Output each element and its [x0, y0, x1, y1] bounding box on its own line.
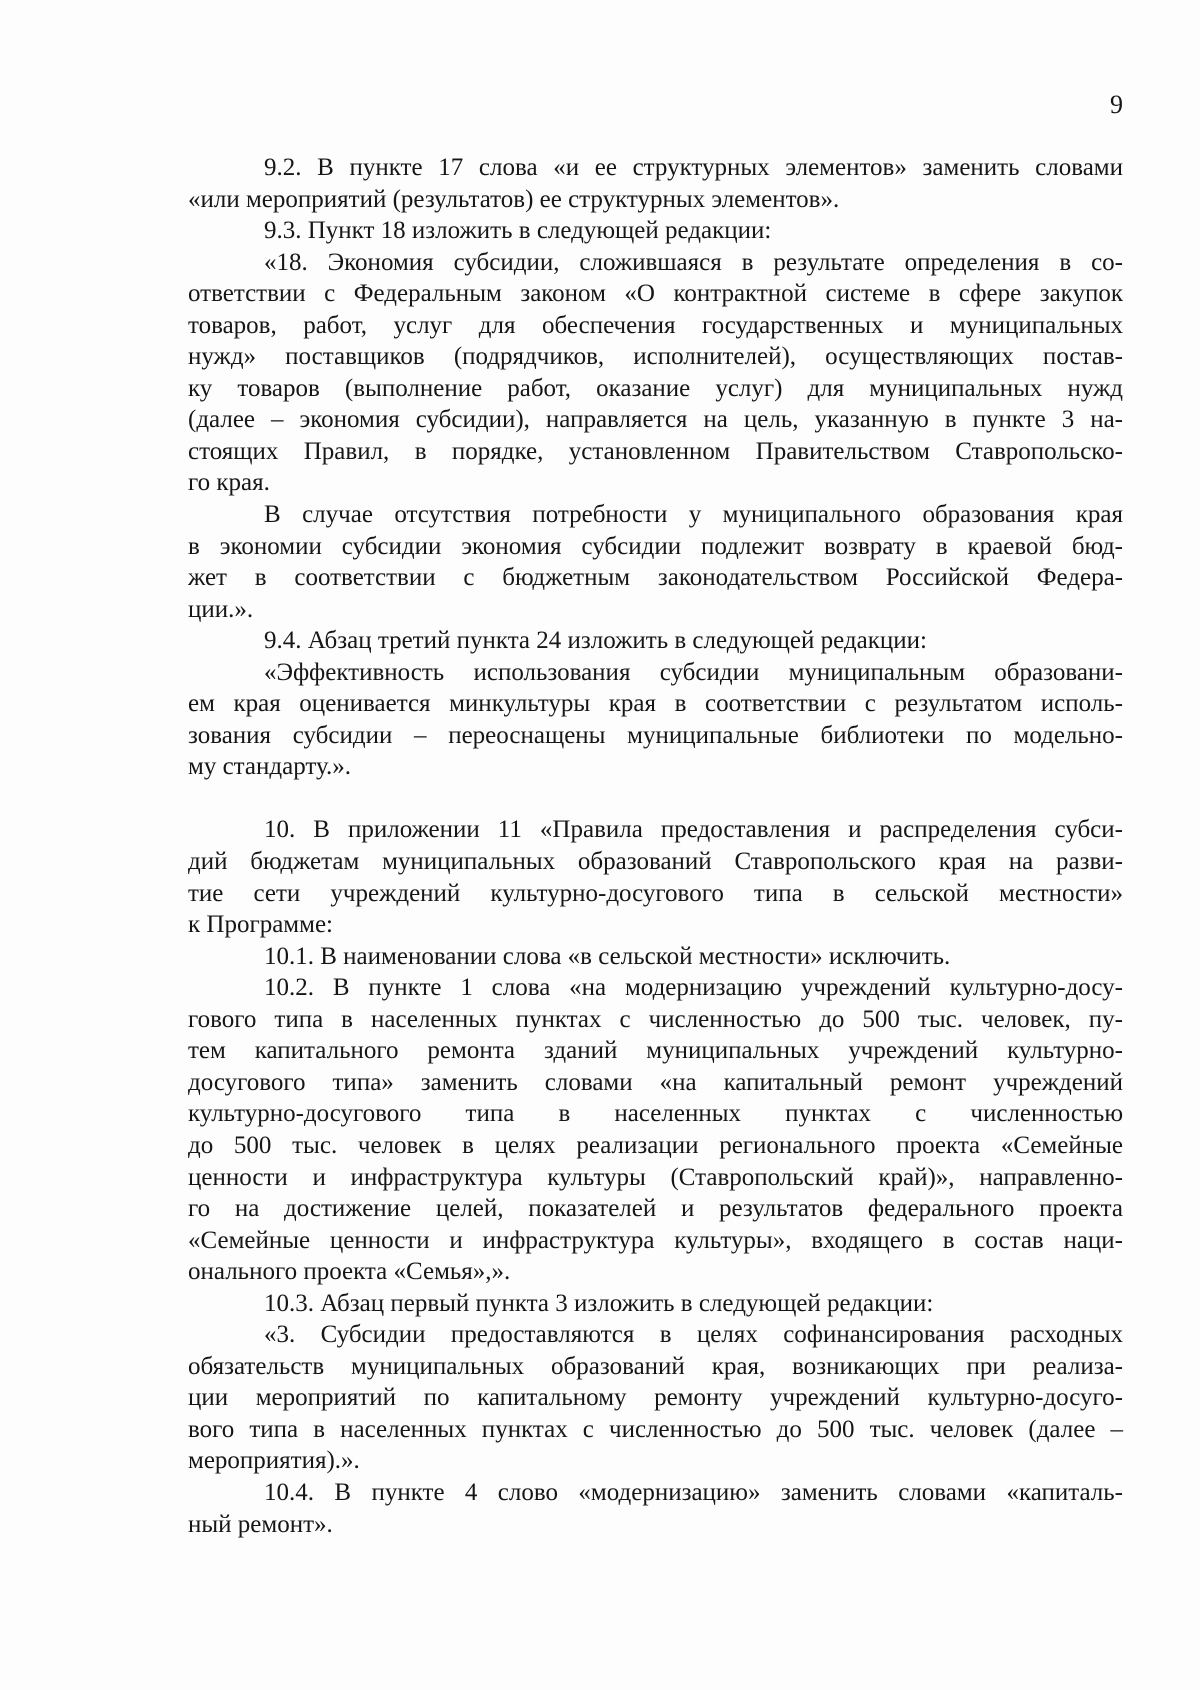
text-line: «3. Субсидии предоставляются в целях софинансирования расходных — [264, 1321, 1123, 1349]
text-line: до 500 тыс. человек в целях реализации регионального проекта «Семейные — [188, 1131, 1123, 1159]
text-line: 9.4. Абзац третий пункта 24 изложить в следующей редакции: — [264, 627, 927, 655]
text-line: (далее – экономия субсидии), направляется на цель, указанную в пункте 3 на- — [188, 406, 1123, 434]
document-body — [188, 152, 1123, 1540]
text-line: ции.». — [188, 595, 254, 623]
text-line: 10.3. Абзац первый пункта 3 изложить в следующей редакции: — [264, 1289, 934, 1317]
text-line: ответствии с Федеральным законом «О контрактной системе в сфере закупок — [188, 280, 1123, 308]
text-line: вого типа в населенных пунктах с численностью до 500 тыс. человек (далее – — [188, 1415, 1123, 1443]
text-line: го края. — [188, 469, 270, 497]
text-line: «18. Экономия субсидии, сложившаяся в результате определения в со- — [264, 248, 1123, 276]
page-number: 9 — [1110, 90, 1123, 119]
text-line: культурно-досугового типа в населенных пунктах с численностью — [188, 1100, 1123, 1128]
text-line: нужд» поставщиков (подрядчиков, исполнителей), осуществляющих постав- — [188, 343, 1123, 371]
text-line: «Семейные ценности и инфраструктура культуры», входящего в состав наци- — [188, 1226, 1123, 1254]
text-line: жет в соответствии с бюджетным законодательством Российской Федера- — [188, 564, 1123, 592]
text-line: 10.4. В пункте 4 слово «модернизацию» заменить словами «капиталь- — [264, 1478, 1123, 1506]
text-line: досугового типа» заменить словами «на капитальный ремонт учреждений — [188, 1068, 1123, 1096]
text-line: 9.2. В пункте 17 слова «и ее структурных элементов» заменить словами — [264, 154, 1123, 181]
text-line: товаров, работ, услуг для обеспечения государственных и муниципальных — [188, 311, 1123, 339]
text-line: гового типа в населенных пунктах с численностью до 500 тыс. человек, пу- — [188, 1005, 1123, 1033]
text-line: зования субсидии – переоснащены муниципальные библиотеки по модельно- — [188, 721, 1123, 749]
text-line: 10.2. В пункте 1 слова «на модернизацию учреждений культурно-досу- — [264, 974, 1123, 1002]
text-line: ный ремонт». — [188, 1510, 333, 1538]
paragraph-spacer — [188, 783, 1123, 815]
text-line: «Эффективность использования субсидии муниципальным образовани- — [264, 658, 1123, 686]
text-line: стоящих Правил, в порядке, установленном Правительством Ставропольско- — [188, 437, 1123, 465]
text-line: к Программе: — [188, 911, 333, 939]
text-line: ку товаров (выполнение работ, оказание услуг) для муниципальных нужд — [188, 374, 1123, 402]
text-line: онального проекта «Семья»,». — [188, 1258, 511, 1286]
text-line: обязательств муниципальных образований края, возникающих при реализа- — [188, 1352, 1123, 1380]
text-line: тем капитального ремонта зданий муниципальных учреждений культурно- — [188, 1037, 1123, 1065]
text-line: «или мероприятий (результатов) ее структурных элементов». — [188, 185, 840, 213]
text-line: ценности и инфраструктура культуры (Ставропольский край)», направленно- — [188, 1163, 1123, 1191]
text-line: 9.3. Пункт 18 изложить в следующей редакции: — [264, 217, 772, 245]
text-line: дий бюджетам муниципальных образований Ставропольского края на разви- — [188, 848, 1123, 876]
text-line: мероприятия).». — [188, 1447, 360, 1475]
text-line: 10.1. В наименовании слова «в сельской местности» исключить. — [264, 942, 951, 970]
text-line: ции мероприятий по капитальному ремонту учреждений культурно-досуго- — [188, 1384, 1123, 1412]
text-line: В случае отсутствия потребности у муниципального образования края — [264, 501, 1123, 529]
text-line: тие сети учреждений культурно-досугового типа в сельской местности» — [188, 879, 1123, 907]
text-line: му стандарту.». — [188, 753, 351, 781]
text-line: 10. В приложении 11 «Правила предоставления и распределения субси- — [264, 816, 1123, 844]
text-line: го на достижение целей, показателей и результатов федерального проекта — [188, 1195, 1123, 1223]
text-line: ем края оценивается минкультуры края в соответствии с результатом исполь- — [188, 690, 1123, 718]
text-line: в экономии субсидии экономия субсидии подлежит возврату в краевой бюд- — [188, 532, 1123, 560]
